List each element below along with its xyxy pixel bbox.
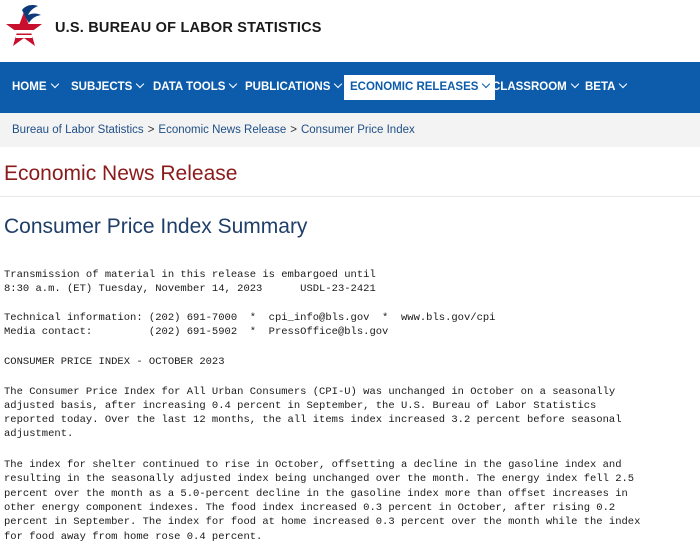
embargo-line-1: Transmission of material in this release is embargoed until [4, 269, 376, 281]
chevron-down-icon [136, 80, 144, 88]
paragraph-2-line: percent in September. The index for food at home increased 0.3 percent over the month while the index [4, 516, 641, 528]
paragraph-2-line: The index for shelter continued to rise in October, offsetting a decline in the gasoline index and [4, 459, 622, 471]
breadcrumb-separator: > [290, 124, 297, 136]
bls-star-logo-icon[interactable] [2, 4, 46, 54]
page-title: Consumer Price Index Summary [4, 215, 308, 238]
nav-item-classroom[interactable] [492, 75, 578, 100]
nav-label: DATA TOOLS [153, 81, 226, 93]
masthead [0, 0, 700, 62]
chevron-down-icon [482, 80, 490, 88]
chevron-down-icon [571, 80, 579, 88]
chevron-down-icon [50, 80, 58, 88]
divider [0, 196, 700, 197]
breadcrumb-link-economic-news-release[interactable]: Economic News Release [158, 124, 287, 136]
nav-label: SUBJECTS [71, 81, 133, 93]
nav-item-home[interactable] [12, 75, 58, 100]
chevron-down-icon [619, 80, 627, 88]
paragraph-1-line: adjusted basis, after increasing 0.4 percent in September, the U.S. Bureau of Labor Statistics [4, 400, 597, 412]
paragraph-1-line: The Consumer Price Index for All Urban Consumers (CPI-U) was unchanged in October on a seasonally [4, 386, 616, 398]
breadcrumb-bar [0, 113, 700, 147]
breadcrumb-link-cpi[interactable]: Consumer Price Index [300, 124, 415, 136]
nav-label: BETA [585, 81, 616, 93]
main-nav [0, 62, 700, 113]
nav-item-publications[interactable] [245, 75, 341, 100]
section-title: Economic News Release [4, 162, 238, 185]
chevron-down-icon [229, 80, 237, 88]
nav-item-beta[interactable] [585, 75, 626, 100]
paragraph-2-line: for food away from home rose 0.4 percent. [4, 531, 263, 543]
paragraph-2-line: other energy component indexes. The food index increased 0.3 percent in October, after rising 0.2 [4, 502, 616, 514]
breadcrumb-separator: > [147, 124, 155, 136]
paragraph-2-line: percent over the month as a 5.0-percent decline in the gasoline index more than offset increases in [4, 488, 628, 500]
release-heading: CONSUMER PRICE INDEX - OCTOBER 2023 [4, 356, 225, 368]
chevron-down-icon [334, 80, 342, 88]
embargo-line-2: 8:30 a.m. (ET) Tuesday, November 14, 2023 USDL-23-2421 [4, 283, 376, 295]
nav-label: HOME [12, 81, 47, 93]
paragraph-2-line: resulting in the seasonally adjusted index being unchanged over the month. The energy index fell 2.5 [4, 473, 635, 485]
contact-technical: Technical information: (202) 691-7000 * cpi_info@bls.gov * www.bls.gov/cpi [4, 312, 496, 324]
nav-item-economic-releases[interactable] [344, 75, 495, 100]
contact-media: Media contact: (202) 691-5902 * PressOffice@bls.gov [4, 326, 389, 338]
breadcrumb-link-bls[interactable]: Bureau of Labor Statistics [12, 124, 144, 136]
nav-label: PUBLICATIONS [245, 81, 331, 93]
nav-item-subjects[interactable] [71, 75, 143, 100]
paragraph-1-line: adjustment. [4, 428, 74, 440]
breadcrumb [12, 124, 415, 136]
nav-label: CLASSROOM [492, 81, 567, 93]
agency-name[interactable]: U.S. BUREAU OF LABOR STATISTICS [55, 20, 322, 36]
nav-item-data-tools[interactable] [153, 75, 236, 100]
paragraph-1-line: reported today. Over the last 12 months, the all items index increased 3.2 percent before seasonal [4, 414, 622, 426]
nav-label: ECONOMIC RELEASES [350, 81, 479, 93]
